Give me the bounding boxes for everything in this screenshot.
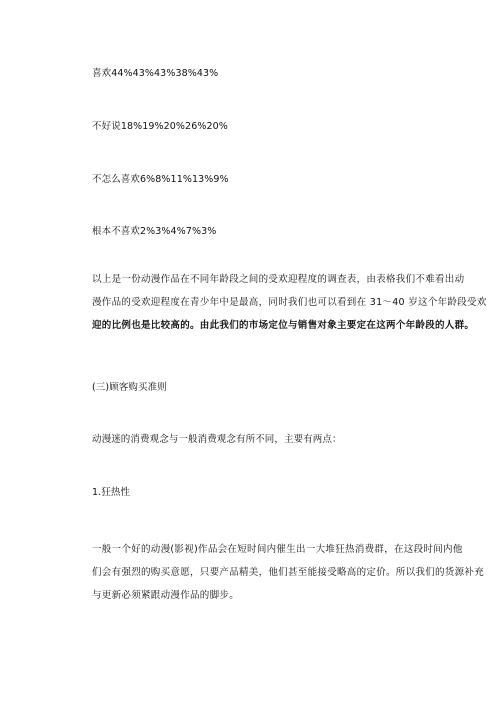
survey-row-values: 2%3%4%7%3% bbox=[140, 226, 217, 237]
survey-row-like bbox=[92, 68, 218, 80]
survey-row-unsure bbox=[92, 121, 228, 133]
survey-row-label: 不怎么喜欢 bbox=[92, 174, 141, 185]
analysis-paragraph bbox=[92, 268, 487, 337]
intro-sentence: 动漫迷的消费观念与一般消费观念有所不同，主要有两点： bbox=[92, 434, 342, 445]
paragraph-line: 漫作品的受欢迎程度在青少年中是最高，同时我们也可以看到在 31～40 岁这个年龄段受欢 bbox=[92, 297, 487, 308]
section-heading: (三)顾客购买准则 bbox=[92, 382, 167, 393]
body-paragraph bbox=[92, 538, 485, 607]
survey-row-label: 根本不喜欢 bbox=[92, 226, 141, 237]
paragraph-line: 一般一个好的动漫(影视)作品会在短时间内催生出一大堆狂热消费群，在这段时间内他 bbox=[92, 544, 463, 555]
paragraph-line: 们会有强烈的购买意愿，只要产品精美，他们甚至能接受略高的定价。所以我们的货源补充 bbox=[92, 567, 485, 578]
paragraph-line: 与更新必须紧跟动漫作品的脚步。 bbox=[92, 590, 240, 601]
subheading: 1.狂热性 bbox=[92, 487, 131, 498]
survey-row-values: 6%8%11%13%9% bbox=[140, 174, 229, 185]
survey-row-strongly-dislike bbox=[92, 226, 216, 238]
survey-row-values: 18%19%20%26%20% bbox=[120, 121, 228, 132]
survey-row-dislike bbox=[92, 174, 229, 186]
survey-row-label: 不好说 bbox=[92, 121, 121, 132]
survey-row-label: 喜欢 bbox=[92, 68, 112, 79]
paragraph-line: 以上是一份动漫作品在不同年龄段之间的受欢迎程度的调查表，由表格我们不难看出动 bbox=[92, 274, 465, 285]
paragraph-line: 迎的比例也是比较高的。由此我们的市场定位与销售对象主要定在这两个年龄段的人群。 bbox=[92, 320, 475, 331]
survey-row-values: 44%43%43%38%43% bbox=[111, 68, 219, 79]
